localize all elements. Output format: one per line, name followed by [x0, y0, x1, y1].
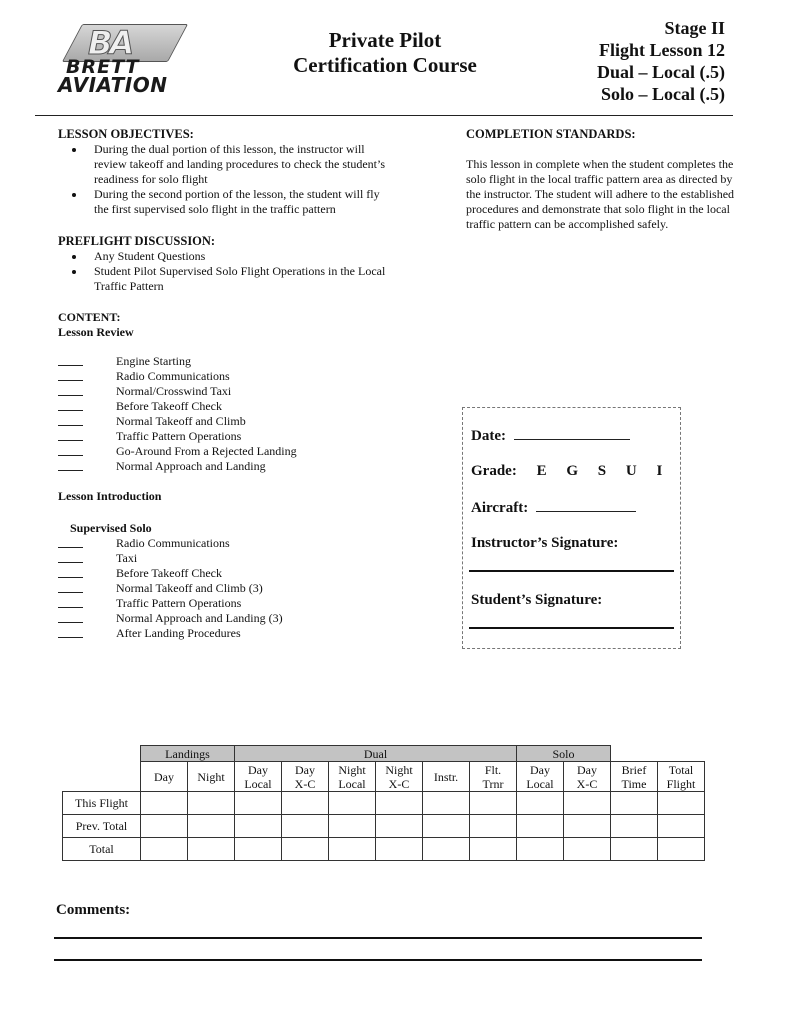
checklist-item: Engine Starting: [58, 354, 358, 369]
row-label: Prev. Total: [63, 815, 141, 838]
log-cell[interactable]: [470, 838, 517, 861]
discussion-item: Any Student Questions: [58, 249, 410, 264]
preflight-discussion-section: [58, 234, 428, 294]
log-cell[interactable]: [517, 838, 564, 861]
flight-log-table: [62, 745, 705, 861]
col-dual-day-local: Day Local: [235, 762, 282, 792]
col-dual-flt-trnr: Flt. Trnr: [470, 762, 517, 792]
lesson-number: Flight Lesson 12: [598, 40, 725, 60]
grade-option-e[interactable]: E: [536, 463, 547, 479]
log-cell[interactable]: [282, 815, 329, 838]
log-cell[interactable]: [235, 838, 282, 861]
col-solo-day-local: Day Local: [517, 762, 564, 792]
log-cell[interactable]: [517, 792, 564, 815]
instructor-signature-line[interactable]: [469, 570, 674, 572]
supervised-solo-heading: Supervised Solo: [70, 521, 152, 535]
group-dual: Dual: [235, 746, 517, 762]
aircraft-row: [471, 499, 636, 517]
grade-option-i[interactable]: I: [656, 463, 663, 479]
log-cell[interactable]: [282, 838, 329, 861]
check-blank[interactable]: [58, 395, 83, 396]
lesson-objectives-list: [58, 142, 388, 217]
lesson-introduction-heading: Lesson Introduction: [58, 489, 162, 503]
log-cell[interactable]: [564, 838, 611, 861]
lesson-review-checklist: [58, 354, 358, 474]
log-cell[interactable]: [235, 815, 282, 838]
date-row: [471, 427, 630, 445]
date-field[interactable]: [514, 427, 630, 440]
content-heading: CONTENT:: [58, 310, 121, 324]
content-section: [58, 310, 134, 340]
check-blank[interactable]: [58, 455, 83, 456]
log-cell[interactable]: [423, 815, 470, 838]
lesson-info: [597, 17, 725, 105]
log-cell[interactable]: [141, 792, 188, 815]
log-cell[interactable]: [423, 838, 470, 861]
log-cell[interactable]: [235, 792, 282, 815]
check-blank[interactable]: [58, 622, 83, 623]
log-cell[interactable]: [470, 815, 517, 838]
comments-line-2[interactable]: [54, 959, 702, 961]
student-signature-line[interactable]: [469, 627, 674, 629]
lesson-dual-time: Dual – Local (.5): [597, 62, 725, 82]
log-cell[interactable]: [658, 792, 705, 815]
check-blank[interactable]: [58, 577, 83, 578]
grade-label: Grade:: [471, 463, 517, 479]
check-blank[interactable]: [58, 562, 83, 563]
course-title: [270, 28, 500, 78]
log-cell[interactable]: [188, 792, 235, 815]
preflight-discussion-heading: PREFLIGHT DISCUSSION:: [58, 234, 216, 248]
checklist-item: Normal Approach and Landing: [58, 459, 358, 474]
check-blank[interactable]: [58, 607, 83, 608]
group-header-row: [63, 746, 705, 762]
comments-line-1[interactable]: [54, 937, 702, 939]
grade-box: [462, 407, 681, 649]
row-label: Total: [63, 838, 141, 861]
checklist-item: Normal Takeoff and Climb (3): [58, 581, 358, 596]
grade-row: [471, 463, 662, 480]
log-cell[interactable]: [564, 792, 611, 815]
table-row-prev-total: [63, 815, 705, 838]
log-cell[interactable]: [611, 792, 658, 815]
log-cell[interactable]: [564, 815, 611, 838]
log-cell[interactable]: [470, 792, 517, 815]
log-cell[interactable]: [141, 815, 188, 838]
student-signature-label: Student’s Signature:: [471, 592, 603, 608]
log-cell[interactable]: [329, 838, 376, 861]
completion-standards-section: [466, 127, 746, 232]
logo-line1: BRETT: [66, 56, 140, 78]
log-cell[interactable]: [611, 815, 658, 838]
check-blank[interactable]: [58, 440, 83, 441]
completion-standards-text: This lesson in complete when the student completes the solo flight in the local traffic pattern area as directed by the instructor. The student will adhere to the established procedures and demonstrate that solo flight in the local traffic pattern can be accomplished safely.: [466, 157, 735, 231]
grade-option-u[interactable]: U: [625, 463, 637, 479]
brett-aviation-logo: [58, 24, 198, 97]
aircraft-label: Aircraft:: [471, 500, 529, 516]
row-label: This Flight: [63, 792, 141, 815]
group-landings: Landings: [141, 746, 235, 762]
checklist-item: Go-Around From a Rejected Landing: [58, 444, 358, 459]
checklist-item: Taxi: [58, 551, 358, 566]
lesson-stage: Stage II: [664, 18, 725, 38]
log-cell[interactable]: [188, 815, 235, 838]
discussion-item: Student Pilot Supervised Solo Flight Operations in the Local Traffic Pattern: [58, 264, 410, 294]
checklist-item: After Landing Procedures: [58, 626, 358, 641]
log-cell[interactable]: [658, 838, 705, 861]
checklist-item: Traffic Pattern Operations: [58, 429, 358, 444]
checklist-item: Radio Communications: [58, 536, 358, 551]
grade-option-g[interactable]: G: [566, 463, 579, 479]
log-cell[interactable]: [282, 792, 329, 815]
check-blank[interactable]: [58, 365, 83, 366]
log-cell[interactable]: [517, 815, 564, 838]
course-title-line1: Private Pilot: [328, 28, 442, 52]
logo-monogram: BA: [88, 24, 132, 62]
supervised-solo-checklist: [58, 536, 358, 641]
check-blank[interactable]: [58, 470, 83, 471]
comments-label: Comments:: [56, 902, 131, 918]
checklist-item: Normal/Crosswind Taxi: [58, 384, 358, 399]
checklist-item: Radio Communications: [58, 369, 358, 384]
log-cell[interactable]: [376, 792, 423, 815]
lesson-solo-time: Solo – Local (.5): [601, 84, 725, 104]
checklist-item: Normal Takeoff and Climb: [58, 414, 358, 429]
lesson-objectives-heading: LESSON OBJECTIVES:: [58, 127, 194, 141]
log-cell[interactable]: [329, 792, 376, 815]
log-cell[interactable]: [658, 815, 705, 838]
objective-item: During the second portion of the lesson, the student will fly the first supervised solo flight in the traffic pattern: [58, 187, 388, 217]
col-dual-night-local: Night Local: [329, 762, 376, 792]
aircraft-field[interactable]: [536, 499, 636, 512]
checklist-item: Before Takeoff Check: [58, 566, 358, 581]
grade-option-s[interactable]: S: [597, 463, 607, 479]
preflight-discussion-list: [58, 249, 410, 294]
header-divider: [35, 115, 733, 116]
check-blank[interactable]: [58, 547, 83, 548]
log-cell[interactable]: [376, 838, 423, 861]
column-header-row: [63, 762, 705, 792]
check-blank[interactable]: [58, 637, 83, 638]
log-cell[interactable]: [611, 838, 658, 861]
col-dual-day-xc: Day X-C: [282, 762, 329, 792]
instructor-signature-label: Instructor’s Signature:: [471, 535, 619, 551]
col-solo-day-xc: Day X-C: [564, 762, 611, 792]
col-landings-night: Night: [188, 762, 235, 792]
checklist-item: Before Takeoff Check: [58, 399, 358, 414]
log-cell[interactable]: [376, 815, 423, 838]
check-blank[interactable]: [58, 410, 83, 411]
check-blank[interactable]: [58, 592, 83, 593]
log-cell[interactable]: [141, 838, 188, 861]
lesson-review-heading: Lesson Review: [58, 325, 134, 339]
col-dual-night-xc: Night X-C: [376, 762, 423, 792]
col-landings-day: Day: [141, 762, 188, 792]
log-cell[interactable]: [423, 792, 470, 815]
col-brief-time: Brief Time: [611, 762, 658, 792]
objective-item: During the dual portion of this lesson, the instructor will review takeoff and landing procedures to check the student’s readiness for solo flight: [58, 142, 388, 187]
lesson-objectives-section: [58, 127, 428, 217]
checklist-item: Traffic Pattern Operations: [58, 596, 358, 611]
table-row-this-flight: [63, 792, 705, 815]
col-total-flight: Total Flight: [658, 762, 705, 792]
checklist-item: Normal Approach and Landing (3): [58, 611, 358, 626]
col-dual-instr: Instr.: [423, 762, 470, 792]
log-cell[interactable]: [329, 815, 376, 838]
course-title-line2: Certification Course: [293, 53, 477, 77]
check-blank[interactable]: [58, 425, 83, 426]
group-solo: Solo: [517, 746, 611, 762]
check-blank[interactable]: [58, 380, 83, 381]
table-row-total: [63, 838, 705, 861]
date-label: Date:: [471, 428, 506, 444]
logo-line2: AVIATION: [58, 73, 168, 97]
completion-standards-heading: COMPLETION STANDARDS:: [466, 127, 636, 141]
log-cell[interactable]: [188, 838, 235, 861]
